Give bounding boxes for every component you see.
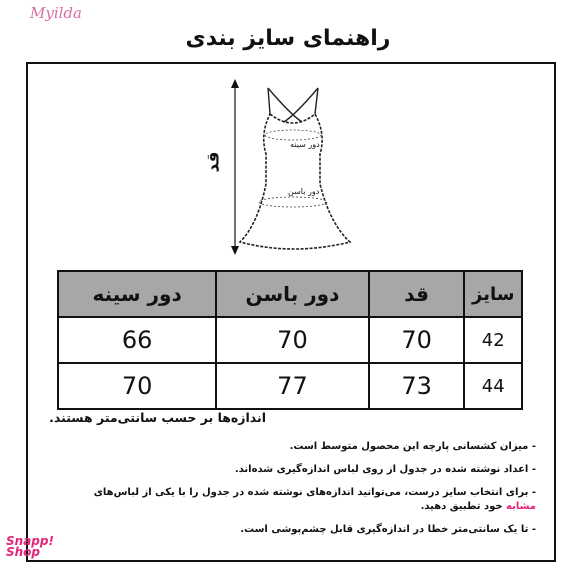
cell-size: 44 — [464, 363, 522, 409]
header-hip: دور باسن — [216, 271, 369, 317]
unit-note: اندازه‌ها بر حسب سانتی‌متر هستند. — [49, 410, 266, 425]
hip-label: دور باسن — [288, 187, 320, 196]
list-item — [36, 486, 536, 514]
note-text: برای انتخاب سایز درست، می‌توانید اندازه‌های نوشته شده در جدول را با یکی از لباس‌های — [93, 487, 529, 498]
cell-bust: 66 — [58, 317, 216, 363]
cell-height: 70 — [369, 317, 465, 363]
table-header-row — [58, 271, 522, 317]
notes-list — [36, 440, 536, 546]
cell-hip: 70 — [216, 317, 369, 363]
cell-hip: 77 — [216, 363, 369, 409]
header-bust: دور سینه — [58, 271, 216, 317]
brand-logo: Myilda — [30, 4, 82, 22]
cell-size: 42 — [464, 317, 522, 363]
list-item: - اعداد نوشته شده در جدول از روی لباس اندازه‌گیری شده‌اند. — [36, 463, 536, 477]
size-table — [57, 270, 523, 410]
table-row — [58, 317, 522, 363]
cell-height: 73 — [369, 363, 465, 409]
note-highlight: مشابه — [506, 501, 536, 512]
snapp-line2: Shop — [6, 545, 41, 559]
bust-label: دور سینه — [290, 140, 320, 149]
header-height: قد — [369, 271, 465, 317]
snapp-shop-logo — [6, 536, 54, 558]
snapp-line1: Snapp! — [6, 534, 54, 548]
page-title: راهنمای سایز بندی — [185, 26, 391, 51]
header-size: سایز — [464, 271, 522, 317]
table-row — [58, 363, 522, 409]
height-label: قد — [203, 151, 224, 173]
cell-bust: 70 — [58, 363, 216, 409]
note-text-tail: خود تطبیق دهید. — [420, 501, 503, 512]
list-item: - تا یک سانتی‌متر خطا در اندازه‌گیری قابل چشم‌پوشی است. — [36, 523, 536, 537]
list-item: - میزان کشسانی پارچه این محصول متوسط است. — [36, 440, 536, 454]
